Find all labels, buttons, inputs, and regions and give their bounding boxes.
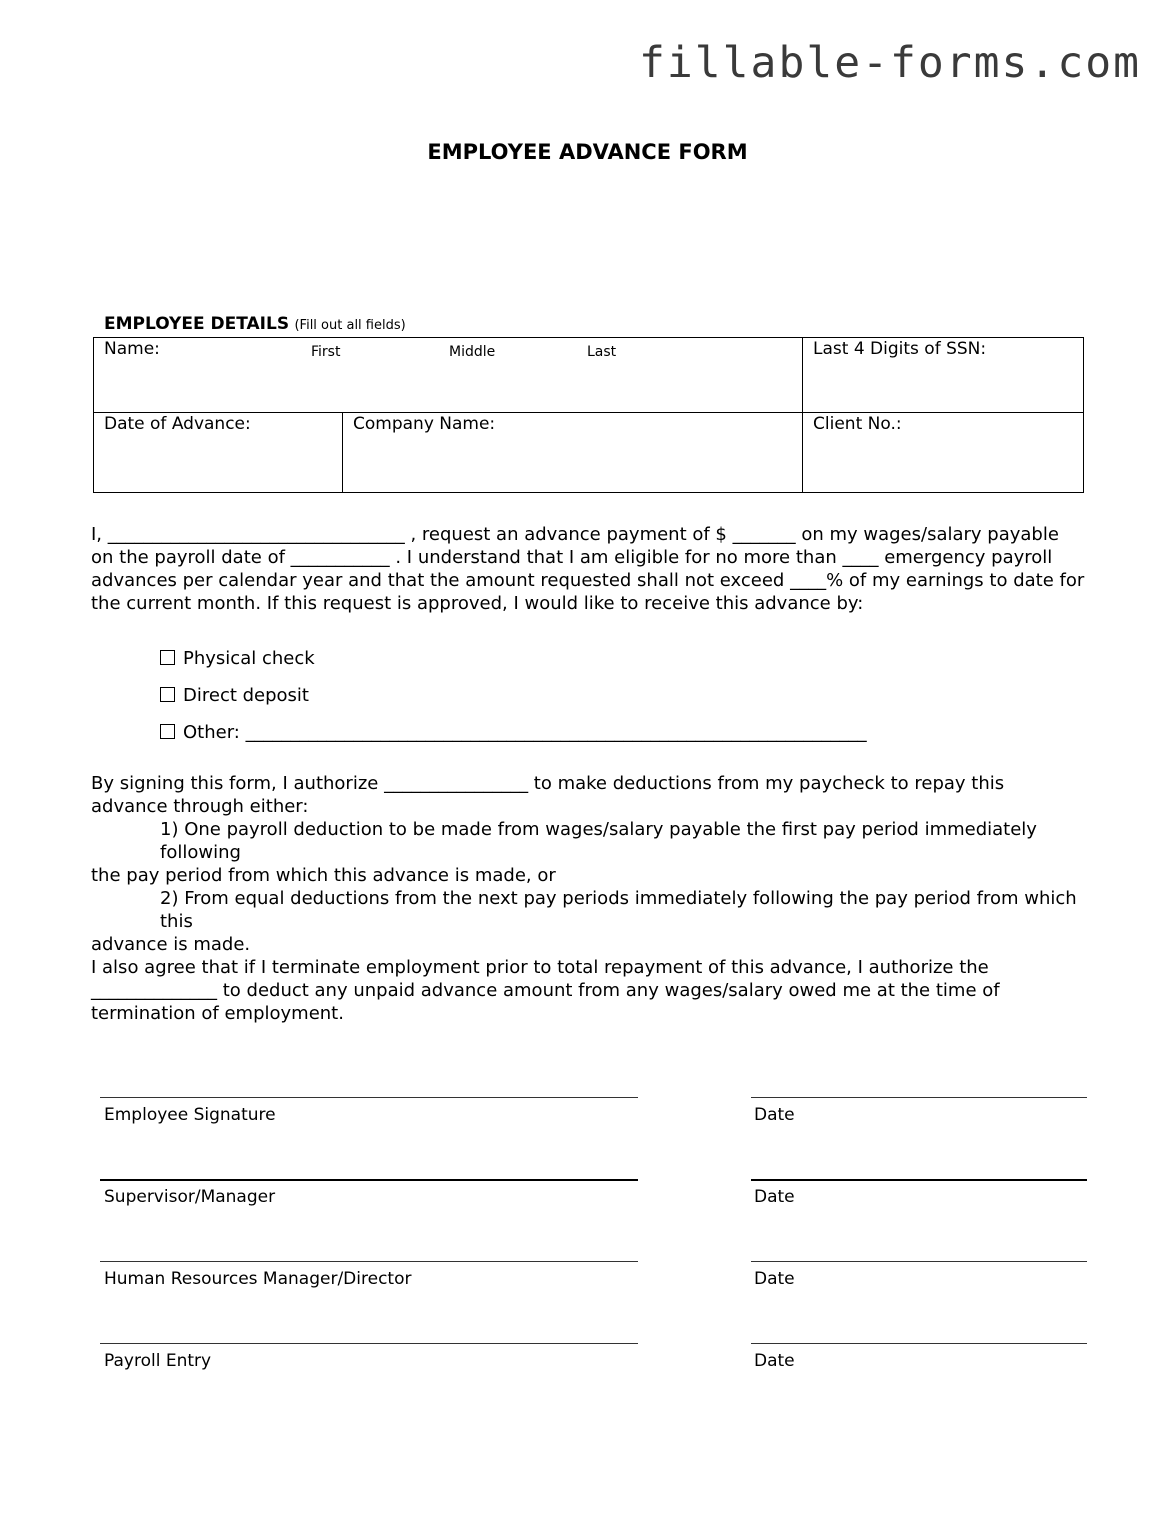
supervisor-date-label: Date xyxy=(754,1187,795,1207)
employee-date-label: Date xyxy=(754,1105,795,1125)
checkbox-icon[interactable] xyxy=(160,650,175,665)
employee-details-table xyxy=(93,337,1084,493)
supervisor-signature-label: Supervisor/Manager xyxy=(104,1187,276,1207)
option-other-label: Other: _____________________________________________________________________ xyxy=(183,722,867,743)
client-no-label: Client No.: xyxy=(813,414,902,434)
payment-method-options xyxy=(160,648,867,759)
authorization-item2-start: 2) From equal deductions from the next pay periods immediately following the pay period from which this xyxy=(160,888,1077,932)
middle-name-label: Middle xyxy=(449,344,496,360)
company-name-field[interactable] xyxy=(343,413,803,493)
payroll-entry-line[interactable] xyxy=(100,1343,638,1344)
authorization-paragraph xyxy=(91,772,1086,1025)
request-paragraph xyxy=(91,523,1086,615)
employee-signature-label: Employee Signature xyxy=(104,1105,276,1125)
hr-signature-label: Human Resources Manager/Director xyxy=(104,1269,412,1289)
ssn-field[interactable] xyxy=(803,338,1084,413)
company-name-label: Company Name: xyxy=(353,414,496,434)
hr-signature-line[interactable] xyxy=(100,1261,638,1262)
checkbox-icon[interactable] xyxy=(160,687,175,702)
last-name-label: Last xyxy=(587,344,617,360)
client-no-field[interactable] xyxy=(803,413,1084,493)
employee-date-line[interactable] xyxy=(751,1097,1087,1098)
authorization-item1-end: the pay period from which this advance is made, or xyxy=(91,865,556,886)
option-direct-deposit[interactable] xyxy=(160,685,867,722)
request-text: I, _________________________________ , request an advance payment of $ _______ on my wages/salary payable on the payroll date of ___________ . I understand that I am eligible for no more than ____ emergency payroll advances per calendar year and that the amount requested shall not exceed ____% of my earnings to date for the current month. If this request is approved, I would like to receive this advance by: xyxy=(91,524,1085,614)
name-field[interactable] xyxy=(94,338,803,413)
section-heading-note: (Fill out all fields) xyxy=(294,318,406,333)
name-label: Name: xyxy=(104,339,160,359)
date-of-advance-label: Date of Advance: xyxy=(104,414,251,434)
option-other[interactable] xyxy=(160,722,867,759)
authorization-item1-start: 1) One payroll deduction to be made from wages/salary payable the first pay period immediately following xyxy=(160,819,1037,863)
option-physical-label: Physical check xyxy=(183,648,315,669)
supervisor-signature-line[interactable] xyxy=(100,1179,638,1181)
hr-date-label: Date xyxy=(754,1269,795,1289)
page-title: EMPLOYEE ADVANCE FORM xyxy=(427,140,748,164)
supervisor-date-line[interactable] xyxy=(751,1179,1087,1181)
checkbox-icon[interactable] xyxy=(160,724,175,739)
payroll-date-line[interactable] xyxy=(751,1343,1087,1344)
payroll-entry-label: Payroll Entry xyxy=(104,1351,212,1371)
authorization-intro: By signing this form, I authorize ________________ to make deductions from my paycheck to repay this advance through either: xyxy=(91,773,1005,817)
authorization-item2-end: advance is made. xyxy=(91,934,251,955)
payroll-date-label: Date xyxy=(754,1351,795,1371)
section-heading xyxy=(104,314,406,334)
employee-signature-line[interactable] xyxy=(100,1097,638,1098)
option-physical-check[interactable] xyxy=(160,648,867,685)
date-of-advance-field[interactable] xyxy=(94,413,343,493)
section-heading-text: EMPLOYEE DETAILS xyxy=(104,314,290,334)
watermark: fillable-forms.com xyxy=(639,38,1141,88)
option-direct-label: Direct deposit xyxy=(183,685,309,706)
ssn-label: Last 4 Digits of SSN: xyxy=(813,339,987,359)
authorization-termination: I also agree that if I terminate employment prior to total repayment of this advance, I authorize the ______________ to deduct any unpaid advance amount from any wages/salary owed me at the time of termination of employment. xyxy=(91,957,1000,1024)
first-name-label: First xyxy=(311,344,341,360)
hr-date-line[interactable] xyxy=(751,1261,1087,1262)
